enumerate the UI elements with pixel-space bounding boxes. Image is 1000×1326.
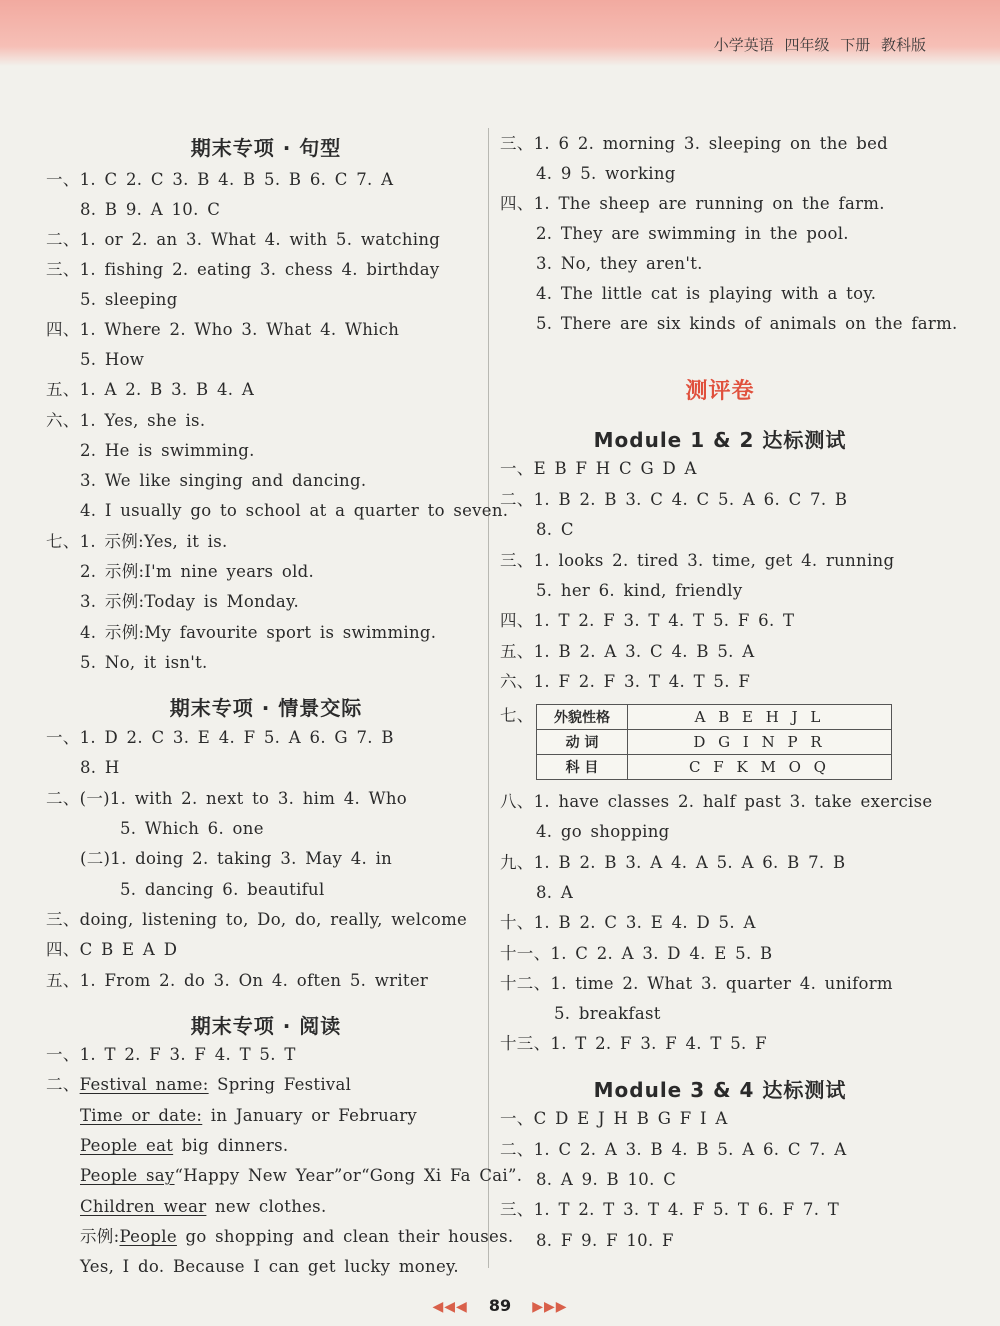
answer-line: 三、doing, listening to, Do, do, really, welcome xyxy=(46,910,468,929)
answer-line: 4. 9 5. working xyxy=(536,164,676,183)
answer-line: 二、1. or 2. an 3. What 4. with 5. watching xyxy=(46,230,441,249)
answer-line: 四、1. The sheep are running on the farm. xyxy=(500,194,885,213)
answer-line: 5. How xyxy=(80,350,145,369)
answer-line: 3. No, they aren't. xyxy=(536,254,703,273)
answer-line: 一、1. C 2. C 3. B 4. B 5. B 6. C 7. A xyxy=(46,170,394,189)
module-3-4-title: Module 3 & 4 达标测试 xyxy=(593,1078,847,1102)
next-arrows-icon: ▶▶▶ xyxy=(532,1299,568,1315)
answer-line: Time or date: in January or February xyxy=(80,1106,418,1125)
answer-line: 5. Which 6. one xyxy=(120,819,264,838)
answer-line: 3. We like singing and dancing. xyxy=(80,471,367,490)
answer-line: 十二、1. time 2. What 3. quarter 4. uniform xyxy=(500,974,893,993)
answer-line: 七、1. 示例:Yes, it is. xyxy=(46,532,228,551)
table-value: C F K M O Q xyxy=(628,755,892,780)
answer-line: 2. He is swimming. xyxy=(80,441,255,460)
answer-line: 三、1. 6 2. morning 3. sleeping on the bed xyxy=(500,134,889,153)
answer-line: 五、1. A 2. B 3. B 4. A xyxy=(46,380,255,399)
answer-line: 5. dancing 6. beautiful xyxy=(120,880,325,899)
answer-line: 3. 示例:Today is Monday. xyxy=(80,592,299,611)
answer-line: People eat big dinners. xyxy=(80,1136,289,1155)
answer-line: 一、1. T 2. F 3. F 4. T 5. T xyxy=(46,1045,296,1064)
table-row xyxy=(537,755,892,780)
answer-line: 九、1. B 2. B 3. A 4. A 5. A 6. B 7. B xyxy=(500,853,846,872)
question-label: 七、 xyxy=(500,706,534,725)
answer-line: 8. H xyxy=(80,758,120,777)
column-divider xyxy=(488,128,489,1268)
answer-line: 五、1. From 2. do 3. On 4. often 5. writer xyxy=(46,971,429,990)
table-row xyxy=(537,705,892,730)
answer-line: 5. sleeping xyxy=(80,290,178,309)
answer-line: 8. A xyxy=(536,883,574,902)
table-row xyxy=(537,730,892,755)
answer-line: (二)1. doing 2. taking 3. May 4. in xyxy=(80,849,393,868)
answer-line: 5. There are six kinds of animals on the farm. xyxy=(536,314,958,333)
answer-line: 5. her 6. kind, friendly xyxy=(536,581,743,600)
answer-line: 五、1. B 2. A 3. C 4. B 5. A xyxy=(500,642,755,661)
answer-line: 二、(一)1. with 2. next to 3. him 4. Who xyxy=(46,789,408,808)
section-title-reading: 期末专项 · 阅读 xyxy=(190,1014,342,1038)
answer-line: 三、1. fishing 2. eating 3. chess 4. birthday xyxy=(46,260,440,279)
answer-line: 示例:People go shopping and clean their houses. xyxy=(80,1227,514,1246)
answer-line: 4. 示例:My favourite sport is swimming. xyxy=(80,623,437,642)
answer-line: 4. The little cat is playing with a toy. xyxy=(536,284,877,303)
book-title: 小学英语 四年级 下册 教科版 xyxy=(713,36,926,54)
answer-line: Yes, I do. Because I can get lucky money. xyxy=(80,1257,459,1276)
answer-line: 2. 示例:I'm nine years old. xyxy=(80,562,315,581)
answer-line: 四、1. Where 2. Who 3. What 4. Which xyxy=(46,320,400,339)
answer-line: 三、1. looks 2. tired 3. time, get 4. running xyxy=(500,551,895,570)
page-footer xyxy=(0,1296,1000,1315)
section-title-dialogue: 期末专项 · 情景交际 xyxy=(169,696,363,720)
answer-line: Children wear new clothes. xyxy=(80,1197,327,1216)
module-1-2-title: Module 1 & 2 达标测试 xyxy=(593,428,847,452)
answer-line: 8. A 9. B 10. C xyxy=(536,1170,677,1189)
answer-line: 4. I usually go to school at a quarter to seven. xyxy=(80,501,509,520)
section-title-sentence: 期末专项 · 句型 xyxy=(190,136,342,160)
answer-line: 三、1. T 2. T 3. T 4. F 5. T 6. F 7. T xyxy=(500,1200,840,1219)
answer-line: 一、C D E J H B G F I A xyxy=(500,1109,728,1128)
answer-line: 六、1. Yes, she is. xyxy=(46,411,206,430)
answer-line: 8. C xyxy=(536,520,574,539)
header-bar xyxy=(0,0,1000,66)
page-number: 89 xyxy=(488,1296,512,1315)
answer-line: 5. No, it isn't. xyxy=(80,653,208,672)
prev-arrows-icon: ◀◀◀ xyxy=(432,1299,468,1315)
exam-section-title: 测评卷 xyxy=(685,379,755,404)
answer-line: 六、1. F 2. F 3. T 4. T 5. F xyxy=(500,672,751,691)
answer-line: 2. They are swimming in the pool. xyxy=(536,224,849,243)
answer-line: People say“Happy New Year”or“Gong Xi Fa Cai”. xyxy=(80,1166,523,1185)
answer-line: 四、C B E A D xyxy=(46,940,178,959)
classification-table xyxy=(536,704,892,780)
answer-line: 十、1. B 2. C 3. E 4. D 5. A xyxy=(500,913,756,932)
answer-line: 四、1. T 2. F 3. T 4. T 5. F 6. T xyxy=(500,611,795,630)
table-key: 外貌性格 xyxy=(537,705,628,730)
answer-line: 二、1. B 2. B 3. C 4. C 5. A 6. C 7. B xyxy=(500,490,848,509)
table-value: D G I N P R xyxy=(628,730,892,755)
answer-line: 一、E B F H C G D A xyxy=(500,459,697,478)
answer-line: 8. F 9. F 10. F xyxy=(536,1231,674,1250)
table-key: 动 词 xyxy=(537,730,628,755)
answer-line: 二、1. C 2. A 3. B 4. B 5. A 6. C 7. A xyxy=(500,1140,847,1159)
answer-line: 十三、1. T 2. F 3. F 4. T 5. F xyxy=(500,1034,767,1053)
table-value: A B E H J L xyxy=(628,705,892,730)
answer-line: 二、Festival name: Spring Festival xyxy=(46,1075,352,1094)
table-key: 科 目 xyxy=(537,755,628,780)
answer-line: 8. B 9. A 10. C xyxy=(80,200,221,219)
answer-line: 4. go shopping xyxy=(536,822,670,841)
answer-line: 八、1. have classes 2. half past 3. take exercise xyxy=(500,792,933,811)
answer-line: 十一、1. C 2. A 3. D 4. E 5. B xyxy=(500,944,773,963)
answer-line: 5. breakfast xyxy=(554,1004,661,1023)
answer-line: 一、1. D 2. C 3. E 4. F 5. A 6. G 7. B xyxy=(46,728,394,747)
